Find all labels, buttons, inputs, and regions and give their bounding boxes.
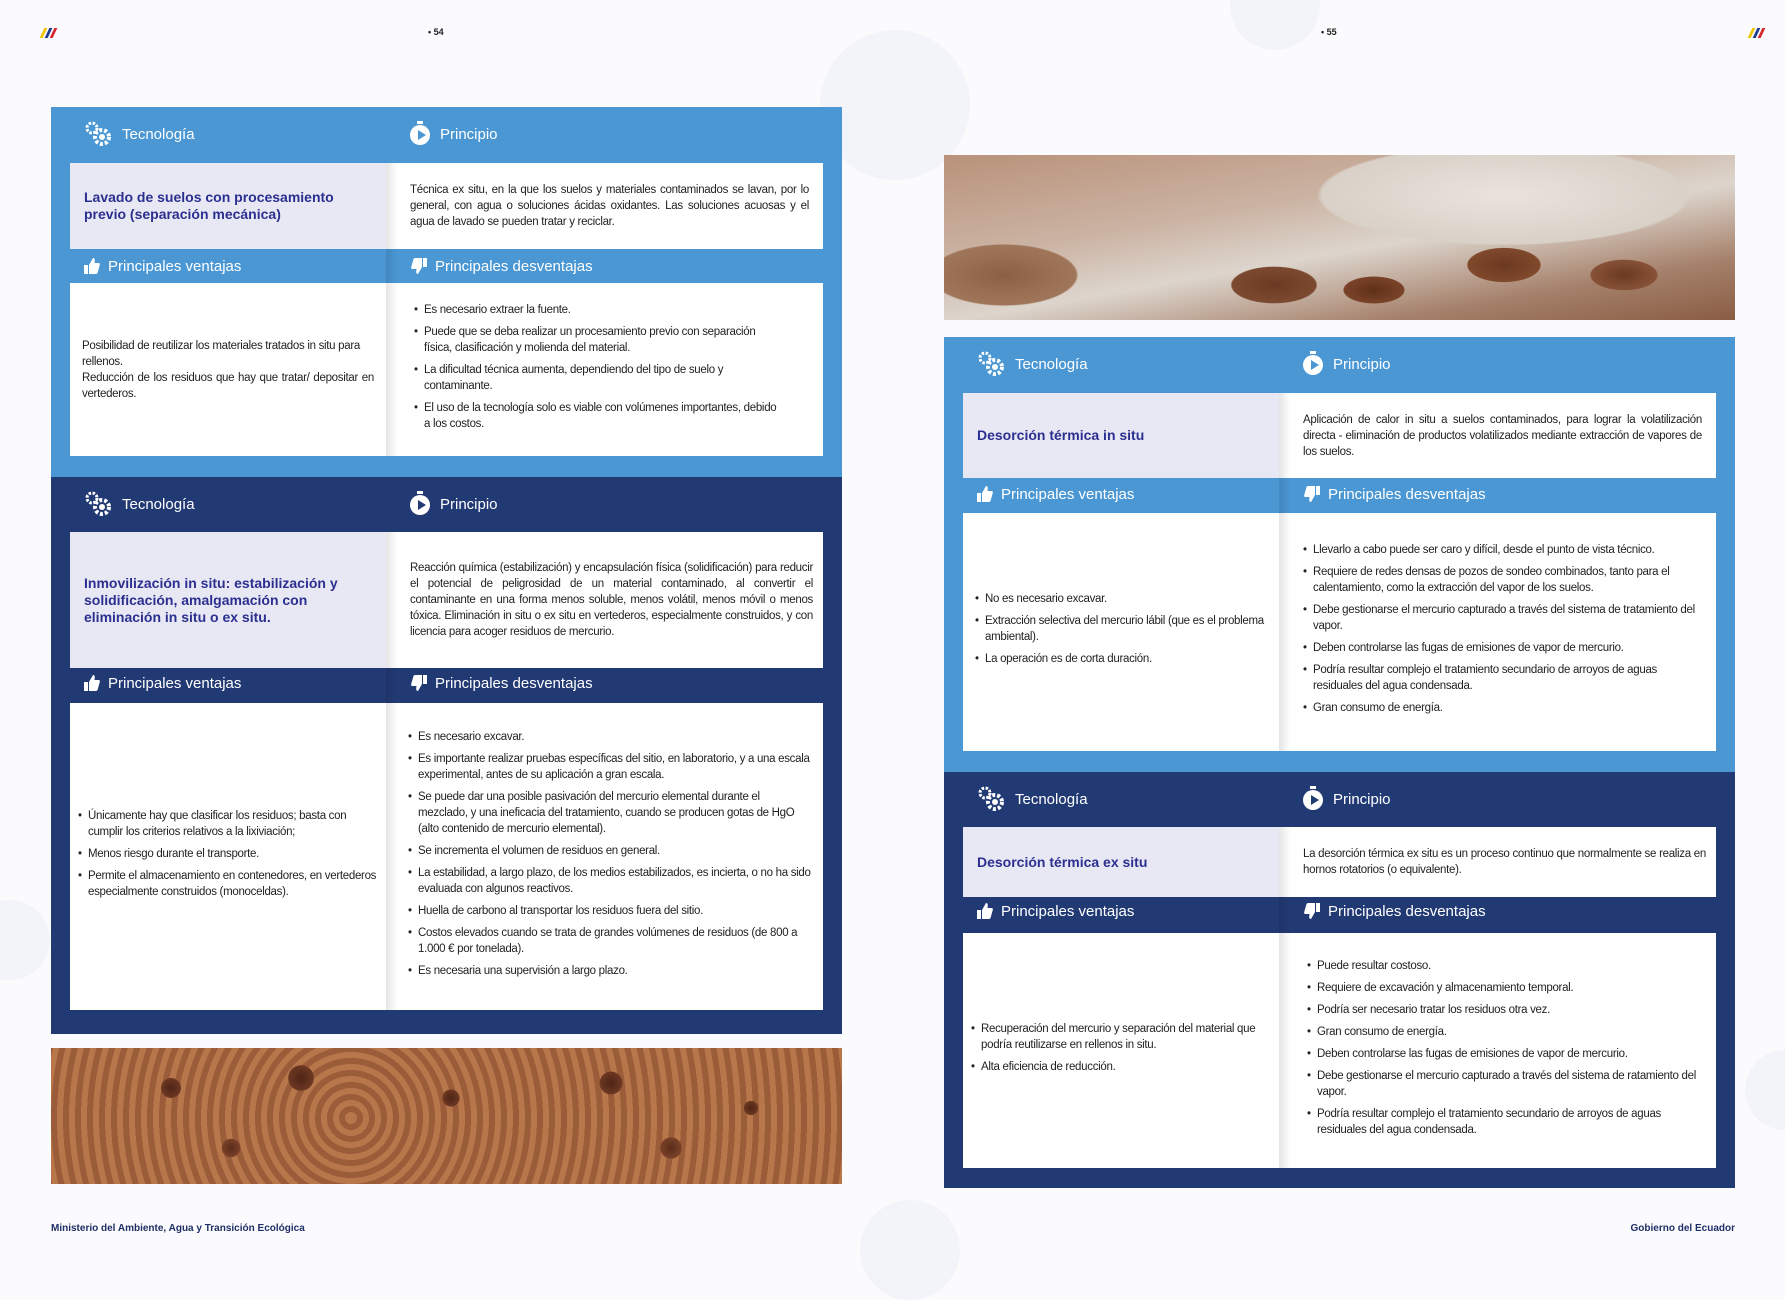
stopwatch-icon [1301,351,1325,377]
thumbs-down-icon [411,258,427,274]
disadvantage-item: • Debe gestionarse el mercurio capturado a través del sistema de tratamiento del vapor. [1303,602,1698,634]
disadvantage-item: • Requiere de excavación y almacenamiento temporal. [1307,980,1698,996]
advantages-header [977,481,1134,507]
disadvantages-cell [1279,513,1716,751]
thumbs-down-icon [411,675,427,691]
soil-texture-photo [51,1048,842,1184]
disadvantage-item: • La estabilidad, a largo plazo, de los medios estabilizados, es incierta, o no ha sido evaluada con algunos reactivos. [408,865,811,897]
technology-label: Tecnología [1015,355,1088,373]
technology-card [944,337,1735,772]
disadvantage-item: • Podría resultar complejo el tratamiento secundario de arroyos de aguas residuales del agua condensada. [1307,1106,1698,1138]
stopwatch-icon [1301,786,1325,812]
disadvantages-label: Principales desventajas [1328,485,1486,503]
principle-label: Principio [440,495,498,513]
principle-text: La desorción térmica ex situ es un proceso continuo que normalmente se realiza en hornos rotatorios (o equivalente). [1279,827,1716,897]
disadvantage-item: • Costos elevados cuando se trata de grandes volúmenes de residuos (de 800 a 1.000 € por tonelada). [408,925,811,957]
disadvantages-label: Principales desventajas [435,257,593,275]
stopwatch-icon [408,491,432,517]
disadvantages-header [411,670,593,696]
advantages-label: Principales ventajas [108,674,242,692]
column-divider [386,163,398,456]
disadvantage-item: • Es necesario extraer la fuente. [414,302,783,318]
principle-header [408,489,498,519]
principle-label: Principio [1333,790,1391,808]
advantages-label: Principales ventajas [1001,485,1135,503]
advantages-label: Principales ventajas [108,257,242,275]
technology-label: Tecnología [122,495,195,513]
technology-header [84,119,195,149]
principle-label: Principio [440,125,498,143]
principle-text: Aplicación de calor in situ a suelos contaminados, para lograr la volatilización directa - eliminación de productos volatilizados mediante extracción de vapores de los suelos. [1279,393,1716,478]
advantages-label: Principales ventajas [1001,902,1135,920]
disadvantages-header [1304,898,1486,924]
disadvantages-label: Principales desventajas [435,674,593,692]
footer-government: Gobierno del Ecuador [1630,1223,1735,1234]
thumbs-down-icon [1304,903,1320,919]
contaminated-soil-photo [944,155,1735,320]
disadvantage-item: • Debe gestionarse el mercurio capturado a través del sistema de ratamiento del vapor. [1307,1068,1698,1100]
technology-name: Lavado de suelos con procesamiento previo (separación mecánica) [70,163,386,249]
advantage-text: Posibilidad de reutilizar los materiales tratados in situ para rellenos. [82,339,360,368]
advantage-item: • No es necesario excavar. [975,591,1267,607]
disadvantages-cell [386,703,823,1010]
disadvantage-item: • Es necesaria una supervisión a largo plazo. [408,963,811,979]
thumbs-up-icon [977,486,993,502]
background-bubble [1745,1050,1785,1130]
disadvantage-item: • Gran consumo de energía. [1303,700,1698,716]
principle-header [408,119,498,149]
advantages-header [84,253,241,279]
column-divider [1279,393,1291,751]
advantages-cell [70,283,386,456]
principle-header [1301,349,1391,379]
disadvantage-item: • Es importante realizar pruebas específicas del sitio, en laboratorio, y a una escala experimental, antes de su aplicación a gran escala. [408,751,811,783]
background-bubble [860,1200,960,1300]
technology-card [51,477,842,1034]
technology-label: Tecnología [122,125,195,143]
disadvantage-item: • Huella de carbono al transportar los residuos fuera del sitio. [408,903,811,919]
disadvantages-label: Principales desventajas [1328,902,1486,920]
principle-header [1301,784,1391,814]
disadvantages-cell [386,283,823,456]
footer-ministry: Ministerio del Ambiente, Agua y Transición Ecológica [51,1223,305,1234]
advantage-item: • Recuperación del mercurio y separación del material que podría reutilizarse en rellenos in situ. [971,1021,1271,1053]
gears-icon [977,784,1007,814]
column-divider [386,532,398,1010]
disadvantage-item: • Puede que se deba realizar un procesamiento previo con separación física, clasificación y molienda del material. [414,324,783,356]
technology-header [977,349,1088,379]
gears-icon [84,119,114,149]
advantage-item: • Alta eficiencia de reducción. [971,1059,1271,1075]
advantages-header [84,670,241,696]
technology-name: Desorción térmica in situ [963,393,1279,478]
advantage-item: • Únicamente hay que clasificar los residuos; basta con cumplir los criterios relativos a la lixiviación; [78,808,378,840]
technology-label: Tecnología [1015,790,1088,808]
page-number-left: • 54 [428,27,444,37]
background-bubble [0,900,50,980]
advantage-item: • Menos riesgo durante el transporte. [78,846,378,862]
disadvantage-item: • Puede resultar costoso. [1307,958,1698,974]
disadvantage-item: • Podría ser necesario tratar los residuos otra vez. [1307,1002,1698,1018]
disadvantage-item: • Podría resultar complejo el tratamiento secundario de arroyos de aguas residuales del agua condensada. [1303,662,1698,694]
ecuador-flag-icon [40,28,58,38]
page-number-right: • 55 [1321,27,1337,37]
advantages-cell [70,703,386,1010]
background-bubble [1230,0,1320,50]
column-divider [1279,827,1291,1168]
gears-icon [977,349,1007,379]
thumbs-up-icon [84,258,100,274]
disadvantage-item: • El uso de la tecnología solo es viable con volúmenes importantes, debido a los costos. [414,400,783,432]
principle-label: Principio [1333,355,1391,373]
thumbs-up-icon [84,675,100,691]
technology-card [944,772,1735,1188]
advantages-cell [963,933,1279,1168]
advantage-item: • Extracción selectiva del mercurio lábil (que es el problema ambiental). [975,613,1267,645]
advantages-cell [963,513,1279,751]
disadvantage-item: • Gran consumo de energía. [1307,1024,1698,1040]
advantage-item: • La operación es de corta duración. [975,651,1267,667]
advantage-text: Reducción de los residuos que hay que tratar/ depositar en vertederos. [82,371,374,400]
disadvantages-header [411,253,593,279]
technology-name: Desorción térmica ex situ [963,827,1279,897]
disadvantage-item: • Llevarlo a cabo puede ser caro y difícil, desde el punto de vista técnico. [1303,542,1698,558]
disadvantage-item: • Se puede dar una posible pasivación del mercurio elemental durante el mezclado, y una ineficacia del tratamiento, cuando se producen gotas de HgO (alto contenido de mercurio elemental). [408,789,811,837]
principle-text: Técnica ex situ, en la que los suelos y materiales contaminados se lavan, por lo general, con agua o soluciones ácidas oxidantes. Las soluciones acuosas y el agua de lavado se pueden tratar y reciclar. [386,163,823,249]
thumbs-up-icon [977,903,993,919]
stopwatch-icon [408,121,432,147]
ecuador-flag-icon [1748,28,1766,38]
disadvantage-item: • Deben controlarse las fugas de emisiones de vapor de mercurio. [1307,1046,1698,1062]
gears-icon [84,489,114,519]
disadvantage-item: • Requiere de redes densas de pozos de sondeo combinados, tanto para el calentamiento, como la extracción del vapor de los suelos. [1303,564,1698,596]
thumbs-down-icon [1304,486,1320,502]
technology-header [84,489,195,519]
advantages-header [977,898,1134,924]
disadvantage-item: • Es necesario excavar. [408,729,811,745]
advantage-item: • Permite el almacenamiento en contenedores, en vertederos especialmente construidos (monoceldas). [78,868,378,900]
principle-text: Reacción química (estabilización) y encapsulación física (solidificación) para reducir el potencial de peligrosidad de un material contaminado, al convertir el contaminante en una forma menos soluble, menos volátil, menos móvil o menos tóxica. Eliminación in situ o ex situ en vertederos, especialmente construidos, y con licencia para acoger residuos de mercurio. [386,532,823,668]
technology-name: Inmovilización in situ: estabilización y solidificación, amalgamación con eliminación in situ o ex situ. [70,532,386,668]
technology-card [51,107,842,477]
disadvantages-cell [1279,933,1716,1168]
disadvantages-header [1304,481,1486,507]
disadvantage-item: • Se incrementa el volumen de residuos en general. [408,843,811,859]
disadvantage-item: • La dificultad técnica aumenta, dependiendo del tipo de suelo y contaminante. [414,362,783,394]
technology-header [977,784,1088,814]
disadvantage-item: • Deben controlarse las fugas de emisiones de vapor de mercurio. [1303,640,1698,656]
